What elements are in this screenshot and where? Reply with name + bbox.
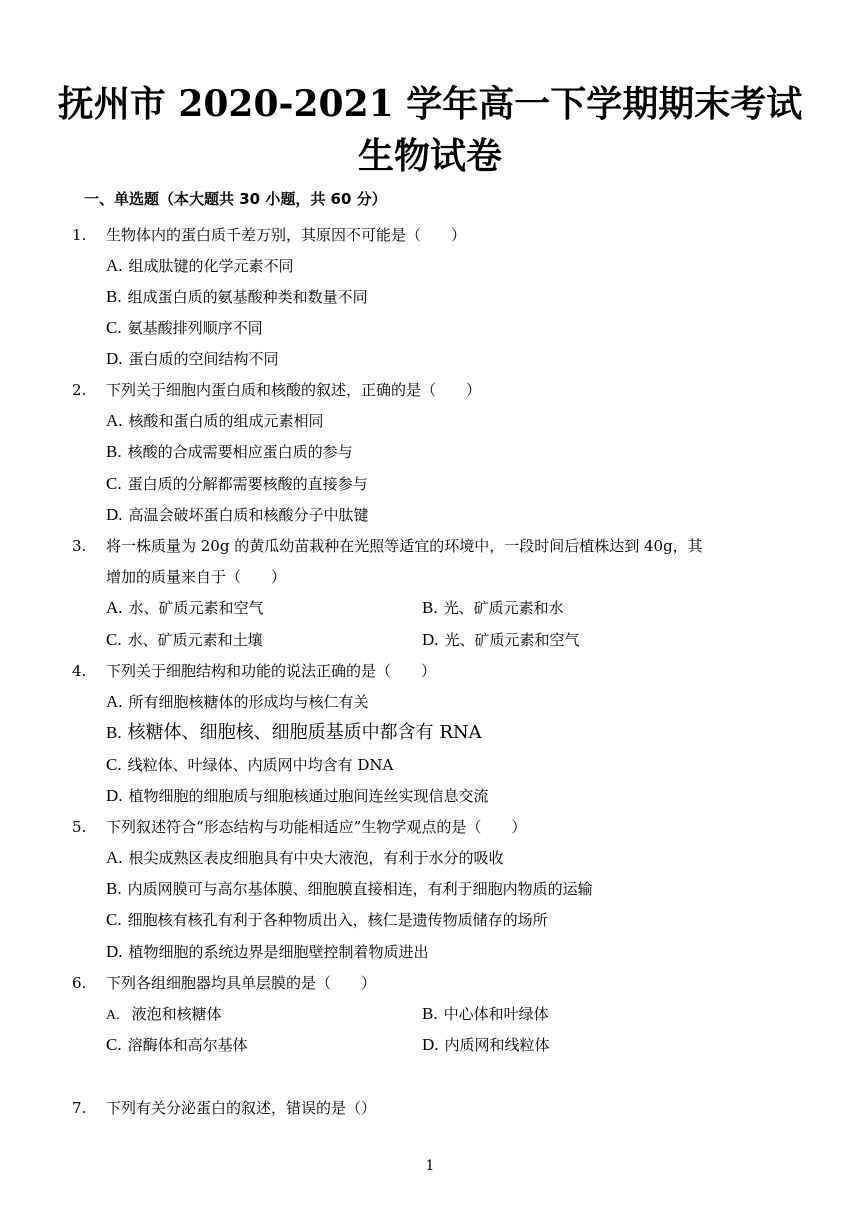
exam-title: 抚州市 2020-2021 学年高一下学期期末考试 <box>57 83 803 125</box>
question-number: 5. <box>72 818 87 836</box>
option-letter: C. <box>106 1035 122 1054</box>
question-number: 4. <box>72 662 87 680</box>
option-letter: C. <box>106 910 122 929</box>
option-text: 高温会破坏蛋白质和核酸分子中肽键 <box>128 506 369 524</box>
option <box>106 286 368 308</box>
option-text: 内质网和线粒体 <box>444 1036 550 1054</box>
option-letter: A. <box>106 692 123 711</box>
option <box>106 785 489 807</box>
option <box>422 1003 549 1025</box>
option-letter: D. <box>422 1035 439 1054</box>
option <box>106 317 263 339</box>
option <box>106 847 504 869</box>
option <box>106 348 279 370</box>
option <box>106 691 369 713</box>
option-letter: B. <box>422 598 438 617</box>
option-letter: D. <box>106 349 123 368</box>
option <box>106 255 294 277</box>
option-letter: C. <box>106 318 122 337</box>
option <box>422 629 580 651</box>
option-letter: C. <box>106 474 122 493</box>
question-text: 生物体内的蛋白质千差万别，其原因不可能是（ ） <box>106 226 467 244</box>
option <box>106 441 353 463</box>
option <box>422 597 564 619</box>
option-text: 细胞核有核孔有利于各种物质出入，核仁是遗传物质储存的场所 <box>127 911 548 929</box>
option-text: 液泡和核糖体 <box>131 1005 222 1023</box>
question-number: 6. <box>72 974 87 992</box>
option-letter: D. <box>106 942 123 961</box>
question-number: 3. <box>72 537 87 555</box>
option-text: 根尖成熟区表皮细胞具有中央大液泡，有利于水分的吸收 <box>128 849 504 867</box>
question-text: 将一株质量为 20g 的黄瓜幼苗栽种在光照等适宜的环境中，一段时间后植株达到 40g，其 <box>106 537 703 555</box>
option-text: 氨基酸排列顺序不同 <box>127 319 263 337</box>
question-text-continued: 增加的质量来自于（ ） <box>106 568 287 586</box>
exam-subtitle: 生物试卷 <box>357 135 502 177</box>
option <box>106 504 369 526</box>
option-letter: A. <box>106 1008 120 1023</box>
option <box>106 473 368 495</box>
option-text: 核酸和蛋白质的组成元素相同 <box>128 412 324 430</box>
option-text: 组成蛋白质的氨基酸种类和数量不同 <box>127 288 368 306</box>
option-text: 核酸的合成需要相应蛋白质的参与 <box>127 443 353 461</box>
option-letter: D. <box>106 505 123 524</box>
option-letter: A. <box>106 411 123 430</box>
option <box>422 1034 550 1056</box>
option-text: 线粒体、叶绿体、内质网中均含有 DNA <box>127 756 394 774</box>
option <box>106 878 593 900</box>
option-text: 植物细胞的细胞质与细胞核通过胞间连丝实现信息交流 <box>128 787 489 805</box>
option <box>106 597 264 619</box>
question-text: 下列关于细胞内蛋白质和核酸的叙述，正确的是（ ） <box>106 381 482 399</box>
option-text: 光、矿质元素和空气 <box>444 631 580 649</box>
option <box>106 722 482 744</box>
option <box>106 629 263 651</box>
option-text: 所有细胞核糖体的形成均与核仁有关 <box>128 693 369 711</box>
option-letter: A. <box>106 848 123 867</box>
option <box>106 941 429 963</box>
option-letter: B. <box>106 287 122 306</box>
option-text: 蛋白质的空间结构不同 <box>128 350 279 368</box>
option-text: 组成肽键的化学元素不同 <box>128 257 294 275</box>
option-letter: D. <box>106 786 123 805</box>
question-text: 下列关于细胞结构和功能的说法正确的是（ ） <box>106 662 437 680</box>
option-text: 植物细胞的系统边界是细胞壁控制着物质进出 <box>128 943 429 961</box>
option-text: 水、矿质元素和空气 <box>128 599 264 617</box>
option-text: 中心体和叶绿体 <box>443 1005 549 1023</box>
option <box>106 1034 248 1056</box>
option-letter: A. <box>106 256 123 275</box>
option-letter: D. <box>422 630 439 649</box>
option-text: 溶酶体和高尔基体 <box>127 1036 248 1054</box>
option-letter: B. <box>422 1004 438 1023</box>
option-letter: C. <box>106 630 122 649</box>
option-letter: B. <box>106 723 122 742</box>
option-text: 核糖体、细胞核、细胞质基质中都含有 RNA <box>127 722 482 743</box>
option <box>106 909 548 931</box>
option-text: 蛋白质的分解都需要核酸的直接参与 <box>127 475 368 493</box>
option-letter: B. <box>106 442 122 461</box>
question-number: 2. <box>72 381 87 399</box>
question-number: 1. <box>72 226 87 244</box>
question-text: 下列有关分泌蛋白的叙述，错误的是（） <box>106 1099 377 1117</box>
page-number: 1 <box>425 1158 435 1174</box>
option <box>106 410 324 432</box>
option-letter: A. <box>106 598 123 617</box>
section-heading: 一、单选题（本大题共 30 小题，共 60 分） <box>84 190 387 208</box>
question-number: 7. <box>72 1099 87 1117</box>
option-letter: C. <box>106 755 122 774</box>
option-letter: B. <box>106 879 122 898</box>
question-text: 下列各组细胞器均具单层膜的是（ ） <box>106 974 377 992</box>
option-text: 内质网膜可与高尔基体膜、细胞膜直接相连，有利于细胞内物质的运输 <box>127 880 593 898</box>
option <box>106 754 393 776</box>
option-text: 水、矿质元素和土壤 <box>127 631 263 649</box>
option <box>106 1003 222 1027</box>
question-text: 下列叙述符合“形态结构与功能相适应”生物学观点的是（ ） <box>106 818 527 836</box>
option-text: 光、矿质元素和水 <box>443 599 564 617</box>
